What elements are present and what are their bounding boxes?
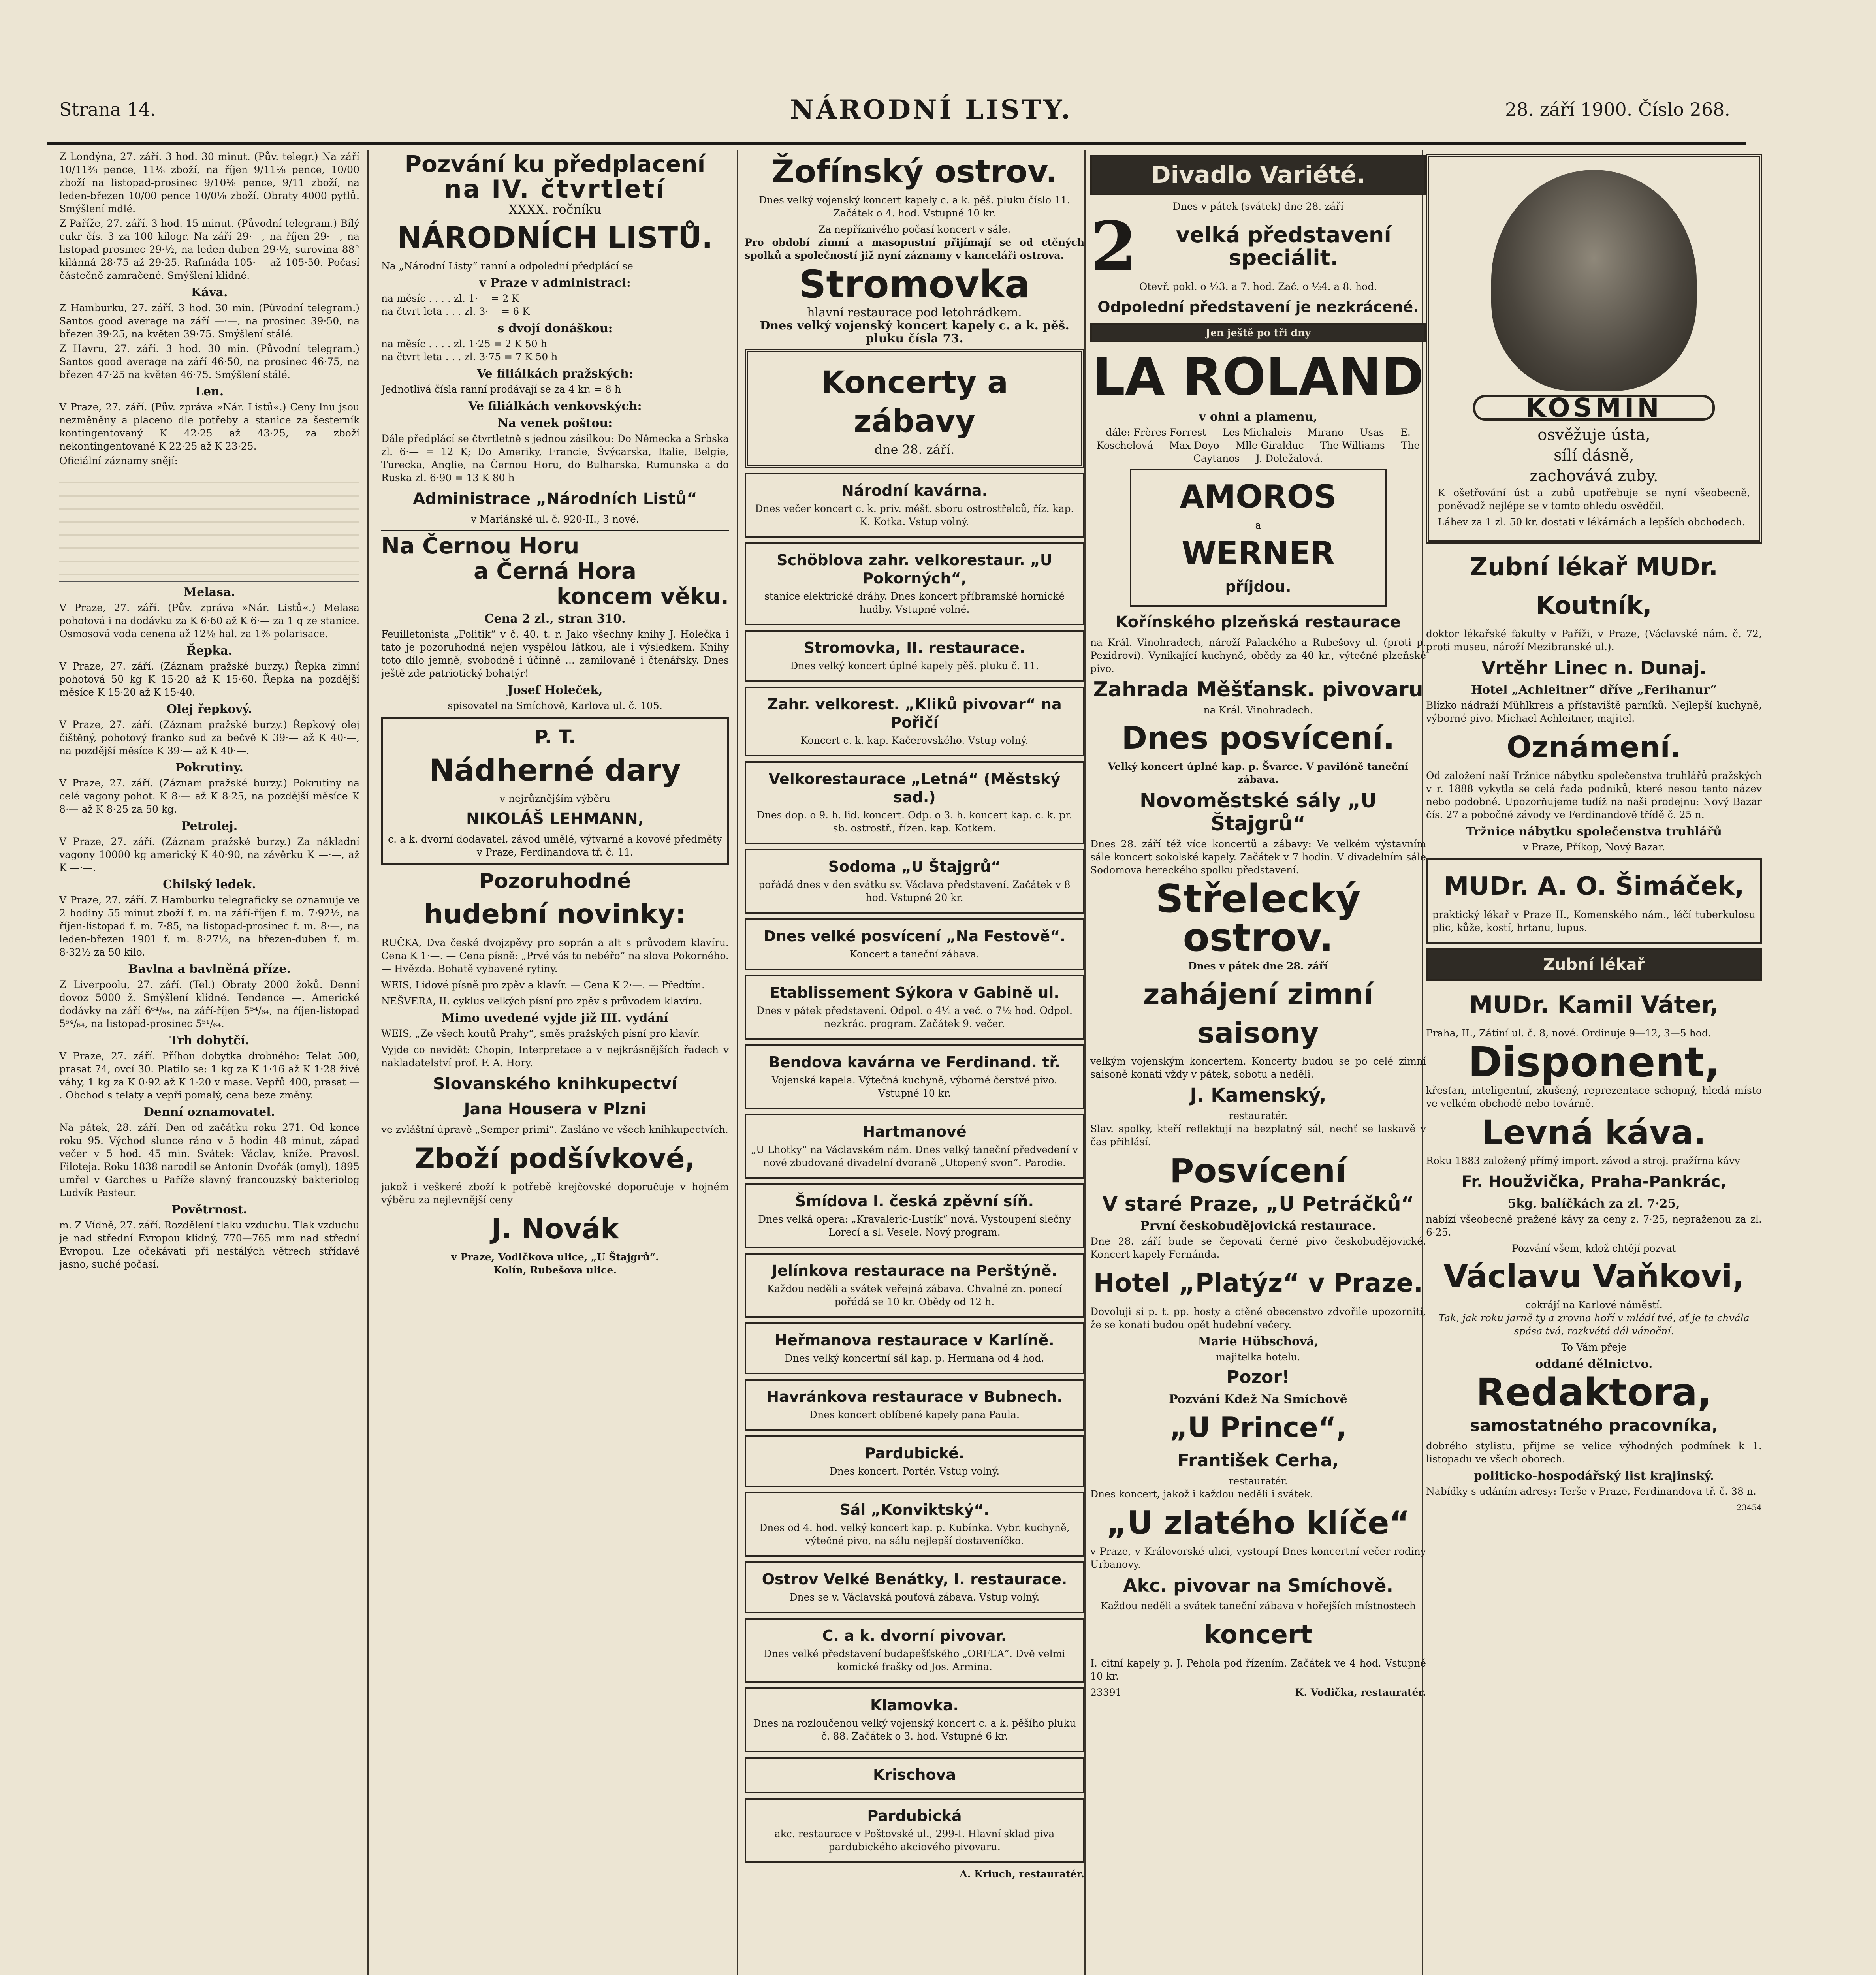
venue-ad <box>745 1379 1084 1431</box>
announcement-address: v Praze, Příkop, Nový Bazar. <box>1522 841 1665 853</box>
music-title-1: Pozoruhodné <box>479 869 631 893</box>
subscription-quarter: na IV. čtvrtletí <box>444 175 666 203</box>
smichov-footer <box>1090 1686 1426 1699</box>
music-note: Mimo uvedené vyjde již III. vydání <box>442 1011 668 1025</box>
venue-title: Pardubické. <box>864 1445 965 1462</box>
venue-text: Dnes dop. o 9. h. lid. koncert. Odp. o 3. h. koncert kap. c. k. pr. sb. ostrostř., řízen. kap. Kotkem. <box>756 809 1073 834</box>
book-author-address: spisovatel na Smíchově, Karlova ul. č. 105. <box>448 700 662 711</box>
price-line: na měsíc . . . . zl. 1·— = 2 K <box>381 293 519 304</box>
smichov-text: I. citní kapely p. J. Pehola pod řízením. Začátek ve 4 hod. Vstupné 10 kr. <box>1090 1657 1426 1682</box>
smichov-subtitle: Každou neděli a svátek taneční zábava v hořejších místnostech <box>1100 1600 1416 1612</box>
venue-text: Dnes od 4. hod. velký koncert kap. p. Kubínka. Vybr. kuchyně, výtečné pivo, na sálu nejlepší dostaveníčko. <box>759 1522 1070 1546</box>
kosmin-description: K ošetřování úst a zubů upotřebuje se nyní všeobecně, poněvadž nejlépe se v tomto ohledu osvědčil. <box>1438 487 1750 512</box>
korinsky-text: na Král. Vinohradech, nároží Palackého a Rubešovy ul. (proti p. Pexidrovi). Vynikající kuchyně, obědy za 40 kr., výtečné plzeňské pivo. <box>1090 637 1426 674</box>
korinsky-title: Kořínského plzeňská restaurace <box>1116 613 1401 631</box>
zub-name: MUDr. Kamil Váter, <box>1469 991 1719 1019</box>
zub-banner <box>1426 948 1762 981</box>
coffee-ad-price: nabízí všeobecně pražené kávy za ceny z. 7·25, nepraženou za zl. 6·25. <box>1426 1213 1762 1238</box>
delivery-heading: s dvojí donáškou: <box>497 322 613 335</box>
divider <box>381 530 729 531</box>
venue-text: Dnes se v. Václavská pouťová zábava. Vstup volný. <box>789 1591 1040 1603</box>
disponent-text: křesťan, inteligentní, zkušený, reprezentace schopný, hledá místo ve velkém obchodě nebo továrně. <box>1426 1085 1762 1109</box>
novomestske-text: Dnes 28. září též více koncertů a zábavy: Ve velkém výstavním sále koncert sokolské kapely. Začátek v 7 hodin. V divadelním sále Sodomova hereckého spolku představení. <box>1090 838 1426 876</box>
editor-number: 23454 <box>1737 1503 1762 1512</box>
zub-text: Praha, II., Zátiní ul. č. 8, nové. Ordinuje 9—12, 3—5 hod. <box>1426 1027 1711 1039</box>
flax-heading: Len. <box>195 385 224 399</box>
cotton-heading: Bavlna a bavlněná příze. <box>128 962 291 976</box>
gifts-title: Nádherné dary <box>429 752 681 788</box>
vanek-intro: Pozvání všem, kdož chtějí pozvat <box>1512 1243 1676 1254</box>
book-review: Feuilletonista „Politik“ v č. 40. t. r. Jako všechny knihy J. Holečka i tato je pozoruhodná nejen vyspělou látkou, ale i výsledkem. Knihy toto dílo jemně, svobodně i účinně ... zamilovaně i čtenářsky. Dnes ještě zde patriotický bohatýr! <box>381 628 729 679</box>
concerts-title: Koncerty a zábavy <box>821 365 1008 439</box>
cattle-report: V Praze, 27. září. Příhon dobytka drobného: Telat 500, prasat 74, ovcí 30. Platilo se: 1 kg za K 1·16 až K 1·28 živé váhy, 1 kg za K 0·92 až K 1·20 v mase. Vepřů 400, prasat — . Obchod s telaty a vepři pomalý, cena beze změny. <box>59 1050 359 1101</box>
novak-city: Kolín, Rubešova ulice. <box>493 1264 617 1276</box>
prince-owner: František Cerha, <box>1177 1450 1339 1471</box>
venue-text: Dnes koncert. Portér. Vstup volný. <box>829 1465 1000 1477</box>
oilcake-report: V Praze, 27. září. (Záznam pražské burzy.) Pokrutiny na celé vagony pohot. K 8·— až K 8·25, na pozdější měsíce K 8·— až K 8·25 za 50 kg. <box>59 777 359 815</box>
amoros-name: AMOROS <box>1180 478 1337 515</box>
variete-special: velká představení speciálit. <box>1176 222 1391 270</box>
gifts-subtitle: v nejrůznějším výběru <box>499 793 611 804</box>
linz-hotel: Hotel „Achleitner“ dříve „Ferihanur“ <box>1471 683 1717 697</box>
music-item: RUČKA, Dva české dvojzpěvy pro soprán a alt s průvodem klavíru. Cena K 1·—. — Cena písně: „Prvé vás to nebéřo“ na slova Pokorného. — Hvězda. Bohatě vybavené rytiny. <box>381 937 729 974</box>
gifts-header: P. T. <box>534 726 576 748</box>
simacek-ad <box>1426 858 1762 944</box>
venue-ad <box>745 542 1084 625</box>
feast-subtitle: První českobudějovická restaurace. <box>1140 1219 1376 1233</box>
linz-text: Blízko nádraží Mühlkreis a přístaviště parníků. Nejlepší kuchyně, výborné pivo. Michael Achleitner, majitel. <box>1426 700 1762 724</box>
kamensky-name: J. Kamenský, <box>1190 1084 1327 1106</box>
feast-text: Dne 28. září bude se čepovati černé pivo českobudějovické. Koncert kapely Fernánda. <box>1090 1236 1426 1260</box>
golden-key-title: „U zlatého klíče“ <box>1106 1505 1410 1541</box>
variete-banner <box>1090 155 1426 195</box>
variete-act: v ohni a plamenu, <box>1199 410 1317 424</box>
variete-only: Jen ještě po tři dny <box>1206 327 1311 339</box>
venue-text: Dnes v pátek představení. Odpol. o 4½ a več. o 7½ hod. Odpol. nezkrác. program. Začátek 9. večer. <box>756 1005 1073 1029</box>
music-title-2: hudební novinky: <box>424 899 686 930</box>
venue-ad <box>745 1183 1084 1248</box>
venue-ad <box>745 849 1084 914</box>
venue-text: Vojenská kapela. Výtečná kuchyně, výborné čerstvé pivo. Vstupné 10 kr. <box>771 1074 1057 1099</box>
venue-list <box>745 473 1084 1863</box>
vanek-poem: Tak, jak roku jarně ty a zrovna hoří v mládí tvé, ať je ta chvála spása tvá, rozkvétá dál vánoční. <box>1438 1312 1750 1337</box>
feast-place: V staré Praze, „U Petráčků“ <box>1102 1193 1414 1215</box>
venue-title: Národní kavárna. <box>841 482 988 499</box>
oil-report: V Praze, 27. září. (Záznam pražské burzy.) Řepkový olej čištěný, pohotový franko sud za bečvě K 39·— až K 40·—, na pozdější měsíce K 39·— až K 40·—. <box>59 719 359 756</box>
column-rule <box>737 150 738 1975</box>
market-reports-column <box>59 150 359 1975</box>
smichov-signature: K. Vodička, restauratér. <box>1295 1687 1426 1698</box>
music-item: WEIS, Lidové písně pro zpěv a klavír. — Cena K 2·—. — Předtím. <box>381 979 705 991</box>
variete-list: dále: Frères Forrest — Les Michaleis — Mirano — Usas — E. Koschelová — Max Doyo — Mlle Giralduc — The Williams — The Caytanos — J. Doležalová. <box>1096 427 1420 464</box>
weather-report: m. Z Vídně, 27. září. Rozdělení tlaku vzduchu. Tlak vzduchu je nad střední Evropou klidný, 770—765 mm nad střední Evropou. Lze očekávati při nestálých větrech střídavé jasno, suché počasí. <box>59 1219 359 1270</box>
zofin-title: Žofínský ostrov. <box>771 153 1058 190</box>
venue-title: Sodoma „U Štajgrů“ <box>828 858 1001 875</box>
venue-ad <box>745 1044 1084 1109</box>
post-heading: Na venek poštou: <box>497 416 613 430</box>
oil-heading: Olej řepkový. <box>166 702 252 716</box>
gifts-ad <box>381 717 729 865</box>
venue-title: Klamovka. <box>870 1697 959 1714</box>
variete-number: 2 <box>1090 207 1137 286</box>
vanek-name: Václavu Vaňkovi, <box>1443 1258 1744 1295</box>
venue-ad <box>745 1618 1084 1683</box>
zofin-note: Za nepříznivého počasí koncert v sále. <box>818 224 1011 235</box>
venue-ad <box>745 1798 1084 1863</box>
venue-text: Každou neděli a svátek veřejná zábava. Chvalné zn. ponecí pořádá se 10 kr. Obědy od 12 h. <box>767 1283 1062 1307</box>
classifieds-column <box>1426 150 1762 1975</box>
zofin-concert: Dnes velký vojenský koncert kapely c. a k. pěš. pluku číslo 11. Začátek o 4. hod. Vstupné 10 kr. <box>759 194 1070 219</box>
kamensky-text: Slav. spolky, kteří reflektují na bezplatný sál, nechť se laskavě v čas přihlásí. <box>1090 1123 1426 1147</box>
book-price: Cena 2 zl., stran 310. <box>484 612 626 626</box>
editor-note: politicko-hospodářský list krajinský. <box>1473 1469 1714 1483</box>
daily-heading: Denní oznamovatel. <box>143 1105 275 1119</box>
venue-text: Koncert a taneční zábava. <box>849 948 980 960</box>
venue-ad <box>745 918 1084 970</box>
feast-title: Posvícení <box>1169 1151 1347 1190</box>
kosmin-slogan: osvěžuje ústa, <box>1537 426 1650 444</box>
market-paris: Z Paříže, 27. září. 3 hod. 15 minut. (Původní telegram.) Bílý cukr čís. 3 za 100 kilogr. Na září 29·—, na říjen 29·—, na listopad-prosinec 29·½, na leden-duben 29·½, surovina 88° kilánná 28·75 až 29·25. Rafináda 105·— až 105·50. Počasí částečně zamračené. Smýšlení klidné. <box>59 218 359 281</box>
coffee-ad-merchant: Fr. Houžvička, Praha-Pankrác, <box>1461 1173 1727 1191</box>
lining-title: Zboží podšívkové, <box>414 1142 696 1175</box>
venue-text: akc. restaurace v Poštovské ul., 299-I. Hlavní sklad piva pardubického akciového pivovaru. <box>774 1828 1055 1853</box>
editor-text: dobrého stylistu, přijme se velice výhodných podmínek k 1. listopadu ve všech oborech. <box>1426 1440 1762 1465</box>
shooting-island-season: zahájení zimní saisony <box>1143 978 1374 1050</box>
venue-title: Ostrov Velké Benátky, I. restaurace. <box>762 1571 1067 1588</box>
subscription-intro: Na „Národní Listy“ ranní a odpolední předplácí se <box>381 260 633 272</box>
kosmin-slogan: zachovává zuby. <box>1530 467 1658 485</box>
venue-ad <box>745 1492 1084 1557</box>
venue-text: „U Lhotky“ na Václavském nám. Dnes velký taneční předvedení v nové zbudované divadelní dvoraně „Utopený svon“. Parodie. <box>751 1144 1078 1168</box>
prince-title: „U Prince“, <box>1169 1411 1347 1444</box>
brewery-text: Velký koncert úplné kap. p. Švarce. V pavilóně taneční zábava. <box>1108 761 1409 785</box>
filial-heading: Ve filiálkách pražských: <box>477 367 633 381</box>
venue-title: Bendova kavárna ve Ferdinand. tř. <box>768 1053 1061 1071</box>
admin-name: Administrace „Národních Listů“ <box>413 490 697 508</box>
portrait-illustration <box>1491 170 1697 391</box>
page-header <box>47 83 1746 145</box>
simacek-title: MUDr. A. O. Šimáček, <box>1443 872 1744 901</box>
venue-title: Dnes velké posvícení „Na Festově“. <box>763 927 1066 945</box>
smichov-number: 23391 <box>1090 1687 1122 1698</box>
page-number: Strana 14. <box>59 99 156 120</box>
gifts-address: c. a k. dvorní dodavatel, závod umělé, výtvarné a kovové předměty v Praze, Ferdinandova tř. č. 11. <box>388 833 722 858</box>
kosmin-slogan: sílí dásně, <box>1554 446 1634 465</box>
venue-ad <box>745 1757 1084 1793</box>
hotel-signature: Marie Hübschová, <box>1198 1335 1319 1349</box>
venue-title: Zahr. velkorest. „Kliků pivovar“ na Pořičí <box>767 696 1062 731</box>
venue-text: pořádá dnes v den svátku sv. Václava představení. Začátek v 8 hod. Vstupné 20 kr. <box>758 879 1071 903</box>
coffee-hamburg: Z Hamburku, 27. září. 3 hod. 30 min. (Původní telegram.) Santos good average na září —·—, na prosinec 39·50, na březen 39·25, na květen 39·75. Smýšlení stálé. <box>59 302 359 340</box>
subscription-column <box>381 150 729 1975</box>
shooting-island-text: velkým vojenským koncertem. Koncerty budou se po celé zimní saisoně konati vždy v pátek, sobotu a neděli. <box>1090 1055 1426 1080</box>
amoros-subtitle: příjdou. <box>1225 578 1291 595</box>
announcement-text: Od založení naší Tržnice nábytku společenstva truhlářů pražských v r. 1888 vykytla se celá řada podniků, které nesou tento název nebo podobné. Upozorňujeme tudíž na naši prodejnu: Nový Bazar čís. 27 a pobočné závody ve Ferdinandově třídě č. 25 n. <box>1426 770 1762 820</box>
novak-name: J. Novák <box>491 1213 619 1245</box>
saltpetre-heading: Chilský ledek. <box>163 878 256 892</box>
venue-ad <box>745 1114 1084 1179</box>
entertainment-column <box>745 150 1084 1975</box>
venue-text: Dnes velký koncertní sál kap. p. Hermana od 4 hod. <box>785 1352 1044 1364</box>
venue-ad <box>745 630 1084 682</box>
golden-key-text: v Praze, v Královorské ulici, vystoupí Dnes koncertní večer rodiny Urbanovy. <box>1090 1546 1426 1570</box>
venue-title: Sál „Konviktský“. <box>839 1501 990 1518</box>
venue-title: Šmídova I. česká zpěvní síň. <box>795 1193 1034 1210</box>
simacek-text: praktický lékař v Praze II., Komenského nám., léčí tuberkulosu plic, kůže, kostí, hrtanu, lupus. <box>1432 909 1756 933</box>
venue-title: Jelínkova restaurace na Perštýně. <box>771 1262 1057 1279</box>
vanek-subtitle: cokrájí na Karlové náměstí. <box>1525 1299 1663 1311</box>
post-text: Dále předplácí se čtvrtletně s jednou zásilkou: Do Německa a Srbska zl. 6·— = 12 K; Do Ameriky, Francie, Švýcarska, Italie, Belgie, Turecka, Anglie, na Černou Horu, do Bulharska, Rumunska a do Ruska zl. 6·90 = 13 K 80 h <box>381 433 729 483</box>
variete-count <box>1090 207 1426 286</box>
cattle-heading: Trh dobytčí. <box>169 1034 249 1048</box>
admin-address: v Mariánské ul. č. 920-II., 3 nové. <box>471 514 639 525</box>
coffee-havre: Z Havru, 27. září. 3 hod. 30 min. (Původní telegram.) Santos good average na září 46·50, na prosinec 46·75, na březen 47·25 na květen 46·75. Smýšlení stálé. <box>59 343 359 380</box>
editor-address: Nabídky s udáním adresy: Terše v Praze, Ferdinandova tř. č. 38 n. <box>1426 1486 1756 1497</box>
venue-text: stanice elektrické dráhy. Dnes koncert příbramské hornické hudby. Vstupné volné. <box>764 591 1065 615</box>
cotton-report: Z Liverpoolu, 27. září. (Tel.) Obraty 2000 žoků. Denní dovoz 5000 ž. Smýšlení klidné. Tendence —. Americké dodávky na září 6⁶⁴/₆₄, na září-říjen 5⁵⁴/₆₄, na říjen-listopad 5⁵⁴/₆₄, na listopad-prosinec 5⁵¹/₆₄. <box>59 979 359 1029</box>
zub-title: Zubní lékař <box>1543 956 1645 974</box>
subscription-title: Pozvání ku předplacení <box>405 150 706 177</box>
rural-heading: Ve filiálkách venkovských: <box>468 399 642 413</box>
variete-date: Dnes v pátek (svátek) dne 28. září <box>1172 201 1344 212</box>
price-line: na čtvrt leta . . . zl. 3·75 = 7 K 50 h <box>381 351 558 363</box>
variety-column <box>1090 150 1426 1975</box>
shooting-island-title: Střelecký ostrov. <box>1155 877 1361 960</box>
prince-role: restauratér. <box>1229 1475 1288 1487</box>
venue-text: Dnes velké představení budapešťského „ORFEA“. Dvě velmi komické frašky od Jos. Armina. <box>764 1648 1065 1672</box>
coffee-ad-text: Roku 1883 založený přímý import. závod a stroj. pražírna kávy <box>1426 1155 1741 1166</box>
vanek-sign-name: oddané dělnictvo. <box>1535 1357 1653 1371</box>
venue-ad <box>745 1322 1084 1374</box>
venue-ad <box>745 1561 1084 1613</box>
zofin-period: Pro období zimní a masopustní přijímají se od ctěných spolků a společností již nyní záznamy v kanceláři ostrova. <box>745 237 1084 261</box>
petroleum-heading: Petrolej. <box>181 819 238 833</box>
stromovka-concert: Dnes velký vojenský koncert kapely c. a k. pěš. pluku čísla 73. <box>760 319 1069 346</box>
variete-times: Otevř. pokl. o ½3. a 7. hod. Zač. o ½4. a 8. hod. <box>1139 281 1377 292</box>
venue-title: C. a k. dvorní pivovar. <box>822 1627 1007 1644</box>
announcement-signature: Tržnice nábytku společenstva truhlářů <box>1466 825 1722 839</box>
prince-place: Pozvání Kdež Na Smíchově <box>1169 1392 1347 1406</box>
bookstore-text: ve zvláštní úpravě „Semper primi“. Zasláno ve všech knihkupectvích. <box>381 1124 728 1135</box>
kamensky-role: restauratér. <box>1229 1110 1288 1121</box>
variete-headliner: LA ROLAND <box>1092 347 1424 407</box>
gifts-merchant: NIKOLÁŠ LEHMANN, <box>466 810 644 828</box>
hotel-signature-role: majitelka hotelu. <box>1216 1351 1300 1363</box>
smichov-title: Akc. pivovar na Smíchově. <box>1123 1575 1393 1596</box>
amoros-box <box>1130 469 1387 607</box>
subscription-paper: NÁRODNÍCH LISTŮ. <box>397 221 713 255</box>
bookstore-owner: Jana Housera v Plzni <box>464 1100 646 1118</box>
variete-strip <box>1090 323 1426 342</box>
hotel-title: Hotel „Platýz“ v Praze. <box>1093 1269 1423 1298</box>
editor-subtitle: samostatného pracovníka, <box>1470 1416 1718 1435</box>
coffee-heading: Káva. <box>191 286 228 299</box>
price-line: na měsíc . . . . zl. 1·25 = 2 K 50 h <box>381 338 547 350</box>
price-line: na čtvrt leta . . . zl. 3·— = 6 K <box>381 306 530 317</box>
daily-report: Na pátek, 28. září. Den od začátku roku 271. Od konce roku 95. Východ slunce ráno v 5 hodin 48 minut, západ večer v 5 hod. 45 min. Svátek: Václav, kníže. Pravosl. Filoteja. Roku 1838 narodil se Antonín Dvořák (omyl), 1895 umřel v Garches u Paříže slavný francouzský bakteriolog Ludvík Pasteur. <box>59 1122 359 1198</box>
music-item: WEIS, „Ze všech koutů Prahy“, směs pražských písní pro klavír. <box>381 1028 700 1039</box>
venue-ad <box>745 975 1084 1040</box>
venue-text: Koncert c. k. kap. Kačerovského. Vstup volný. <box>800 735 1029 746</box>
kosmin-price: Láhev za 1 zl. 50 kr. dostati v lékárnách a lepších obchodech. <box>1438 516 1745 528</box>
rape-heading: Řepka. <box>186 644 232 658</box>
brewery-feast: Dnes posvícení. <box>1121 720 1395 756</box>
variete-note: Odpolední představení je nezkrácené. <box>1097 298 1419 316</box>
venue-title: Etablissement Sýkora v Gabině ul. <box>770 984 1059 1001</box>
hotel-text: Dovoluji si p. t. pp. hosty a ctěné obecenstvo zdvořile upozorniti, že se konati budou opět hudební večery. <box>1090 1306 1426 1330</box>
venue-title: Velkorestaurace „Letná“ (Městský sad.) <box>768 770 1061 806</box>
shooting-island-date: Dnes v pátek dne 28. září <box>1188 960 1328 972</box>
bookstore-title: Slovanského knihkupectví <box>433 1074 677 1093</box>
smichov-concert: koncert <box>1204 1620 1312 1650</box>
lining-text: jakož i veškeré zboží k potřebě krejčovské doporučuje v hojném výběru za nejlevnější ceny <box>381 1181 729 1206</box>
venue-ad <box>745 687 1084 756</box>
column-rule <box>1084 150 1086 1975</box>
venue-ad <box>745 761 1084 844</box>
column-rule <box>367 150 369 1975</box>
book-title-2: a Černá Hora <box>474 559 636 584</box>
amoros-amp: a <box>1255 519 1261 531</box>
werner-name: WERNER <box>1182 535 1335 572</box>
venue-ad <box>745 1253 1084 1318</box>
filial-text: Jednotlivá čísla ranní prodávají se za 4 kr. = 8 h <box>381 384 621 395</box>
admin-heading: v Praze v administraci: <box>479 276 631 290</box>
music-item: NEŠVERA, II. cyklus velkých písní pro zpěv s průvodem klavíru. <box>381 995 702 1007</box>
molasses-report: V Praze, 27. září. (Pův. zpráva »Nár. Listů«.) Melasa pohotová i na dodávku za K 6·60 až K 6·— za 1 q ze stanice. Osmosová voda cenena až 12⅛ hal. za 1% polarisace. <box>59 602 359 640</box>
concerts-box <box>745 349 1084 468</box>
venue-title: Pardubická <box>867 1807 962 1825</box>
venue-title: Schöblova zahr. velkorestaur. „U Pokorných“, <box>777 551 1052 587</box>
flax-report: V Praze, 27. září. (Pův. zpráva »Nár. Listů«.) Ceny lnu jsou nezměněny a placeno dle potřeby a stanice za šesterník kontingentovaný K 42·25 až 43·25, za zboží nekontingentované K 22·25 až K 23·25. <box>59 401 359 452</box>
price-table <box>59 470 359 582</box>
coffee-ad-title: Levná káva. <box>1482 1113 1706 1152</box>
coffee-ad-package: 5kg. balíčkách za zl. 7·25, <box>1508 1197 1680 1211</box>
petroleum-report: V Praze, 27. září. (Záznam pražské burzy.) Za nákladní vagony 10000 kg americký K 40·90, na závěrku K —·—, až K —·—. <box>59 836 359 873</box>
kosmin-logo: KOSMIN <box>1473 395 1715 421</box>
venue-title: Heřmanova restaurace v Karlíně. <box>775 1332 1054 1349</box>
venue-title: Krischova <box>873 1766 956 1783</box>
attention-heading: Pozor! <box>1226 1367 1290 1387</box>
venue-title: Hartmanové <box>862 1123 967 1140</box>
venue-ad <box>745 1687 1084 1752</box>
editor-title: Redaktora, <box>1476 1370 1712 1414</box>
variete-title: Divadlo Variété. <box>1151 161 1366 189</box>
venue-text: Dnes večer koncert c. k. priv. měšť. sboru ostrostřelců, říz. kap. K. Kotka. Vstup volný. <box>755 503 1074 527</box>
official-records: Oficiální záznamy snějí: <box>59 455 178 466</box>
venue-title: Havránkova restaurace v Bubnech. <box>766 1388 1063 1405</box>
venue-text: Dnes koncert oblíbené kapely pana Paula. <box>809 1409 1020 1420</box>
prince-concert: Dnes koncert, jakož i každou neděli i svátek. <box>1090 1488 1313 1500</box>
venue-ad <box>745 473 1084 538</box>
stromovka-subtitle: hlavní restaurace pod letohrádkem. <box>807 306 1022 320</box>
novak-address: v Praze, Vodičkova ulice, „U Štajgrů“. <box>451 1251 659 1263</box>
disponent-title: Disponent, <box>1468 1038 1720 1086</box>
concerts-date: dne 28. září. <box>874 442 955 457</box>
venue-title: Stromovka, II. restaurace. <box>803 639 1025 656</box>
music-item: Vyjde co nevidět: Chopin, Interpretace a v nejkrásnějších řadech v nakladatelství prof. F. A. Hory. <box>381 1044 729 1068</box>
stromovka-title: Stromovka <box>799 262 1030 307</box>
venue-text: Dnes velká opera: „Kravaleric-Lustík“ nová. Vystoupení slečny Lorecí a sl. Vesele. Nový program. <box>758 1213 1071 1238</box>
vanek-sign: To Vám přeje <box>1561 1341 1627 1353</box>
venue-signature: A. Kriuch, restauratér. <box>960 1868 1084 1880</box>
weather-heading: Povětrnost. <box>171 1203 247 1217</box>
venue-ad <box>745 1435 1084 1487</box>
masthead: NÁRODNÍ LISTY. <box>790 94 1073 125</box>
novomestske-title: Novoměstské sály „U Štajgrů“ <box>1140 789 1377 835</box>
market-london: Z Londýna, 27. září. 3 hod. 30 minut. (Pův. telegr.) Na září 10/11⅜ pence, 11⅛ zboží, na říjen 9/11⅛ pence, 10/00 zboží na listopad-prosinec 9/10⅛ pence, 9/11 zboží, na leden-březen 10/00 pence 10/0⅛ zboží. Obraty 4000 pytlů. Smýšlení mdlé. <box>59 151 359 214</box>
dentist-koutnik-title: Zubní lékař MUDr. Koutník, <box>1470 552 1718 620</box>
subscription-volume: XXXX. ročníku <box>508 202 602 217</box>
book-title-1: Na Černou Horu <box>381 533 580 559</box>
book-title-3: koncem věku. <box>557 584 729 609</box>
rape-report: V Praze, 27. září. (Záznam pražské burzy.) Řepka zimní pohotová 50 kg K 15·20 až K 15·60. Řepka na pozdější měsíce K 15·20 až K 15·40. <box>59 660 359 698</box>
venue-text: Dnes velký koncert úplné kapely pěš. pluku č. 11. <box>790 660 1039 672</box>
book-author: Josef Holeček, <box>507 683 603 697</box>
oilcake-heading: Pokrutiny. <box>175 761 243 775</box>
kosmin-ad <box>1426 154 1762 544</box>
saltpetre-report: V Praze, 27. září. Z Hamburku telegraficky se oznamuje ve 2 hodiny 55 minut zboží f. m. na září-říjen f. m. 7·92½, na říjen-listopad f. m. 7·85, na listopad-prosinec f. m. 8·—, na leden-březen 1901 f. m. 8·27½, na březen-duben f. m. 8·32½ za 50 kilo. <box>59 894 359 958</box>
brewery-title: Zahrada Měšťansk. pivovaru <box>1093 678 1423 702</box>
molasses-heading: Melasa. <box>184 585 235 599</box>
announcement-title: Oznámení. <box>1506 730 1682 764</box>
venue-text: Dnes na rozloučenou velký vojenský koncert c. a k. pěšího pluku č. 88. Začátek o 3. hod. Vstupné 6 kr. <box>753 1717 1076 1742</box>
brewery-subtitle: na Král. Vinohradech. <box>1203 704 1313 716</box>
dentist-koutnik-text: doktor lékařské fakulty v Paříži, v Praze, (Václavské nám. č. 72, proti museu, nároží Mezibranské ul.). <box>1426 628 1762 653</box>
linz-title: Vrtěhr Linec n. Dunaj. <box>1481 657 1707 679</box>
issue-date: 28. září 1900. Číslo 268. <box>1505 99 1730 120</box>
